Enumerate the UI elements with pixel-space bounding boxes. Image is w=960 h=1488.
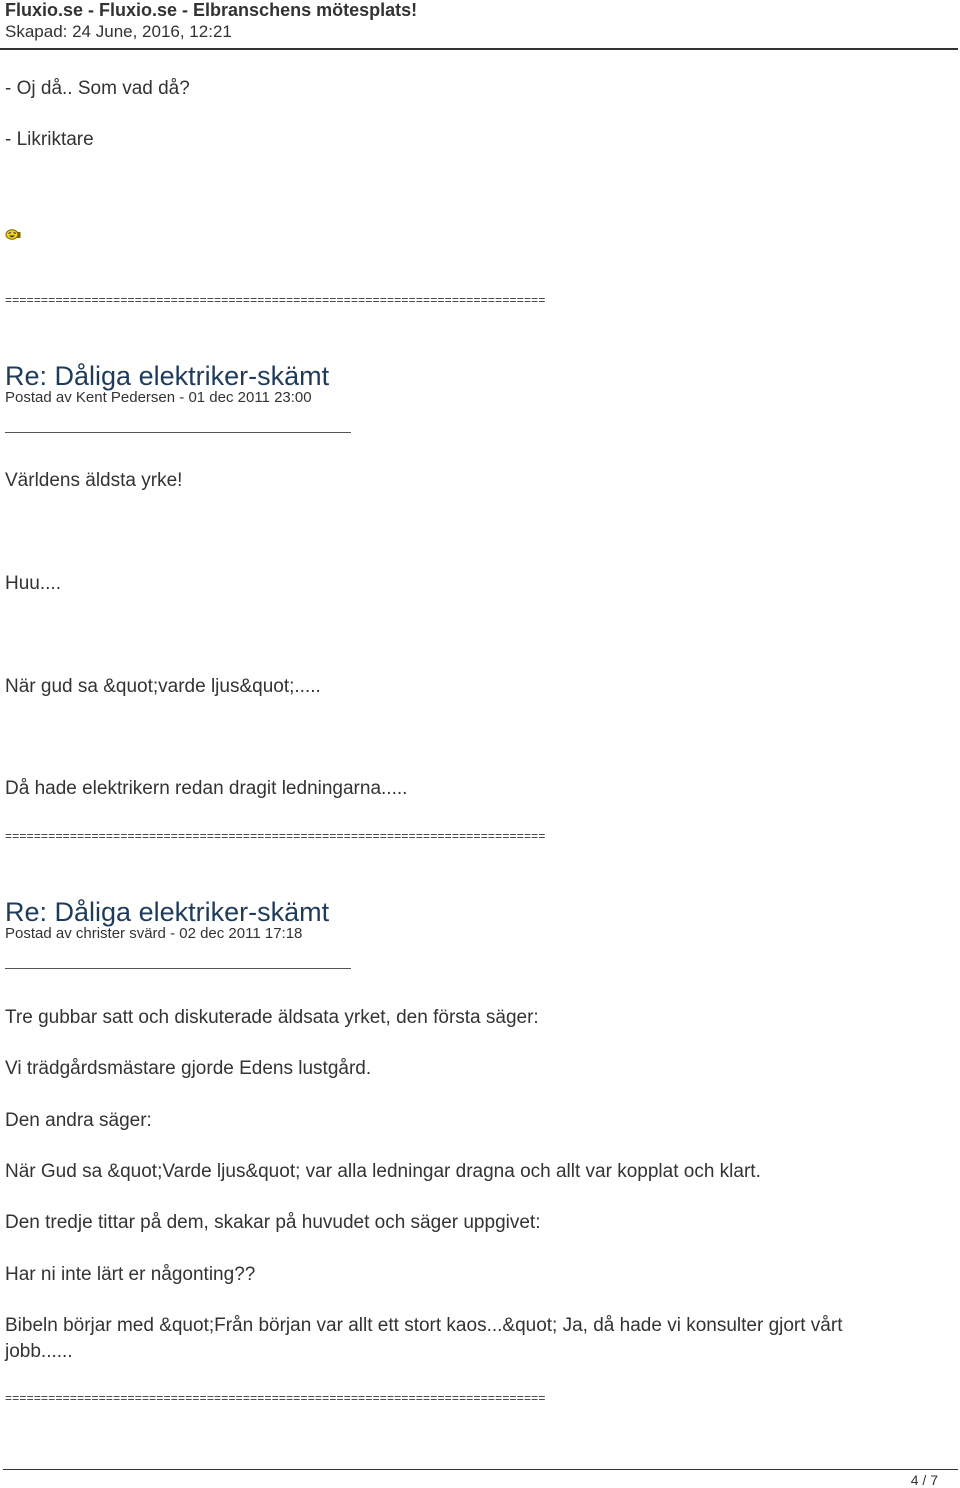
post-line: När gud sa &quot;varde ljus&quot;.....	[5, 676, 321, 697]
post-line: Den andra säger:	[5, 1110, 152, 1131]
intro-line-2: - Likriktare	[5, 129, 94, 150]
intro-line-1: - Oj då.. Som vad då?	[5, 78, 190, 99]
post-divider	[5, 968, 351, 969]
post-meta: Postad av christer svärd - 02 dec 2011 17:18	[5, 925, 303, 942]
post-line: Vi trädgårdsmästare gjorde Edens lustgård.	[5, 1058, 372, 1079]
page-header	[0, 0, 958, 50]
post-line: Världens äldsta yrke!	[5, 470, 183, 491]
post-line: Tre gubbar satt och diskuterade äldsata yrket, den första säger:	[5, 1007, 539, 1028]
created-date: Skapad: 24 June, 2016, 12:21	[5, 22, 232, 41]
separator-3: ===========================================================================	[5, 1391, 546, 1405]
post-line: Då hade elektrikern redan dragit ledningarna.....	[5, 778, 408, 799]
post-line: jobb......	[5, 1341, 73, 1362]
separator-2: ===========================================================================	[5, 829, 546, 843]
post-divider	[5, 432, 351, 433]
laughing-smiley-icon	[5, 229, 21, 240]
site-title: Fluxio.se - Fluxio.se - Elbranschens mötesplats!	[5, 0, 418, 20]
separator-1: ===========================================================================	[5, 293, 546, 307]
footer-rule	[3, 1469, 958, 1470]
post-line: Huu....	[5, 573, 61, 594]
post-line: När Gud sa &quot;Varde ljus&quot; var alla ledningar dragna och allt var kopplat och klart.	[5, 1161, 761, 1182]
post-line: Har ni inte lärt er någonting??	[5, 1264, 256, 1285]
post-title: Re: Dåliga elektriker-skämt	[5, 897, 330, 927]
page-number: 4 / 7	[910, 1472, 938, 1488]
post-line: Den tredje tittar på dem, skakar på huvudet och säger uppgivet:	[5, 1212, 541, 1233]
post-meta: Postad av Kent Pedersen - 01 dec 2011 23:00	[5, 389, 312, 406]
post-line: Bibeln börjar med &quot;Från början var allt ett stort kaos...&quot; Ja, då hade vi konsulter gjort vårt	[5, 1315, 843, 1336]
post-title: Re: Dåliga elektriker-skämt	[5, 361, 330, 391]
